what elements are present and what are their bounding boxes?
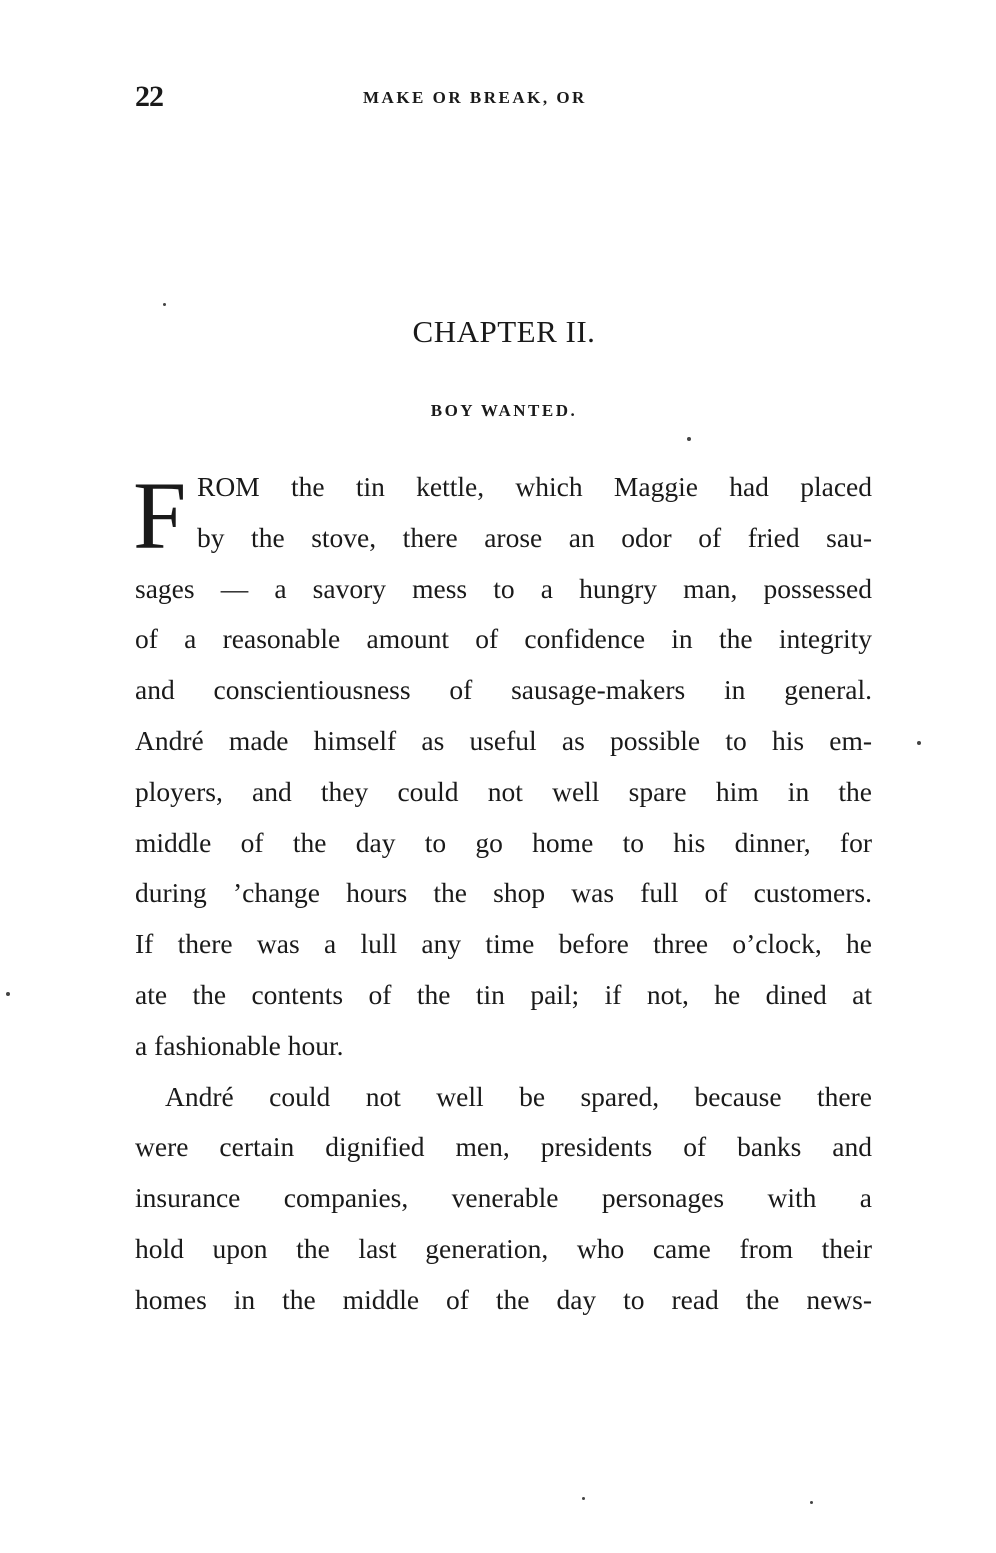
running-head: MAKE OR BREAK, OR xyxy=(363,88,587,107)
text-line: middle of the day to go home to his dinner, for xyxy=(135,826,872,858)
page-header xyxy=(135,80,870,120)
text-line: and conscientiousness of sausage-makers in general. xyxy=(135,674,872,706)
page-number: 22 xyxy=(135,80,163,113)
text-line: by the stove, there arose an odor of fried sau- xyxy=(197,521,872,553)
text-line: ployers, and they could not well spare him in the xyxy=(135,775,872,807)
scan-speck xyxy=(163,303,166,306)
text-line: hold upon the last generation, who came from their xyxy=(135,1232,872,1264)
scan-speck xyxy=(687,437,691,441)
text-line: were certain dignified men, presidents of banks and xyxy=(135,1131,872,1163)
drop-cap: F xyxy=(133,462,187,569)
paragraph-2 xyxy=(135,1072,872,1326)
text-line: André made himself as useful as possible to his em- xyxy=(135,724,872,756)
scan-speck xyxy=(810,1501,813,1504)
scan-speck xyxy=(6,992,10,996)
text-line: homes in the middle of the day to read the news- xyxy=(135,1283,872,1315)
text-line: ROM the tin kettle, which Maggie had placed xyxy=(197,471,872,502)
text-line: during ’change hours the shop was full of customers. xyxy=(135,877,872,909)
scan-speck xyxy=(917,741,921,745)
text-line: ate the contents of the tin pail; if not, he dined at xyxy=(135,978,872,1010)
chapter-title: CHAPTER II. xyxy=(412,314,596,349)
scan-speck xyxy=(582,1497,585,1500)
text-line: sages — a savory mess to a hungry man, possessed xyxy=(135,572,872,604)
chapter-subtitle: BOY WANTED. xyxy=(430,401,578,420)
text-line: If there was a lull any time before three o’clock, he xyxy=(135,928,872,960)
text-line: of a reasonable amount of confidence in the integrity xyxy=(135,623,872,655)
text-line: André could not well be spared, because there xyxy=(165,1080,872,1112)
text-line: a fashionable hour. xyxy=(135,1029,344,1061)
text-line: insurance companies, venerable personages with a xyxy=(135,1182,872,1214)
body-text xyxy=(135,462,872,1326)
paragraph-1 xyxy=(135,462,872,1072)
